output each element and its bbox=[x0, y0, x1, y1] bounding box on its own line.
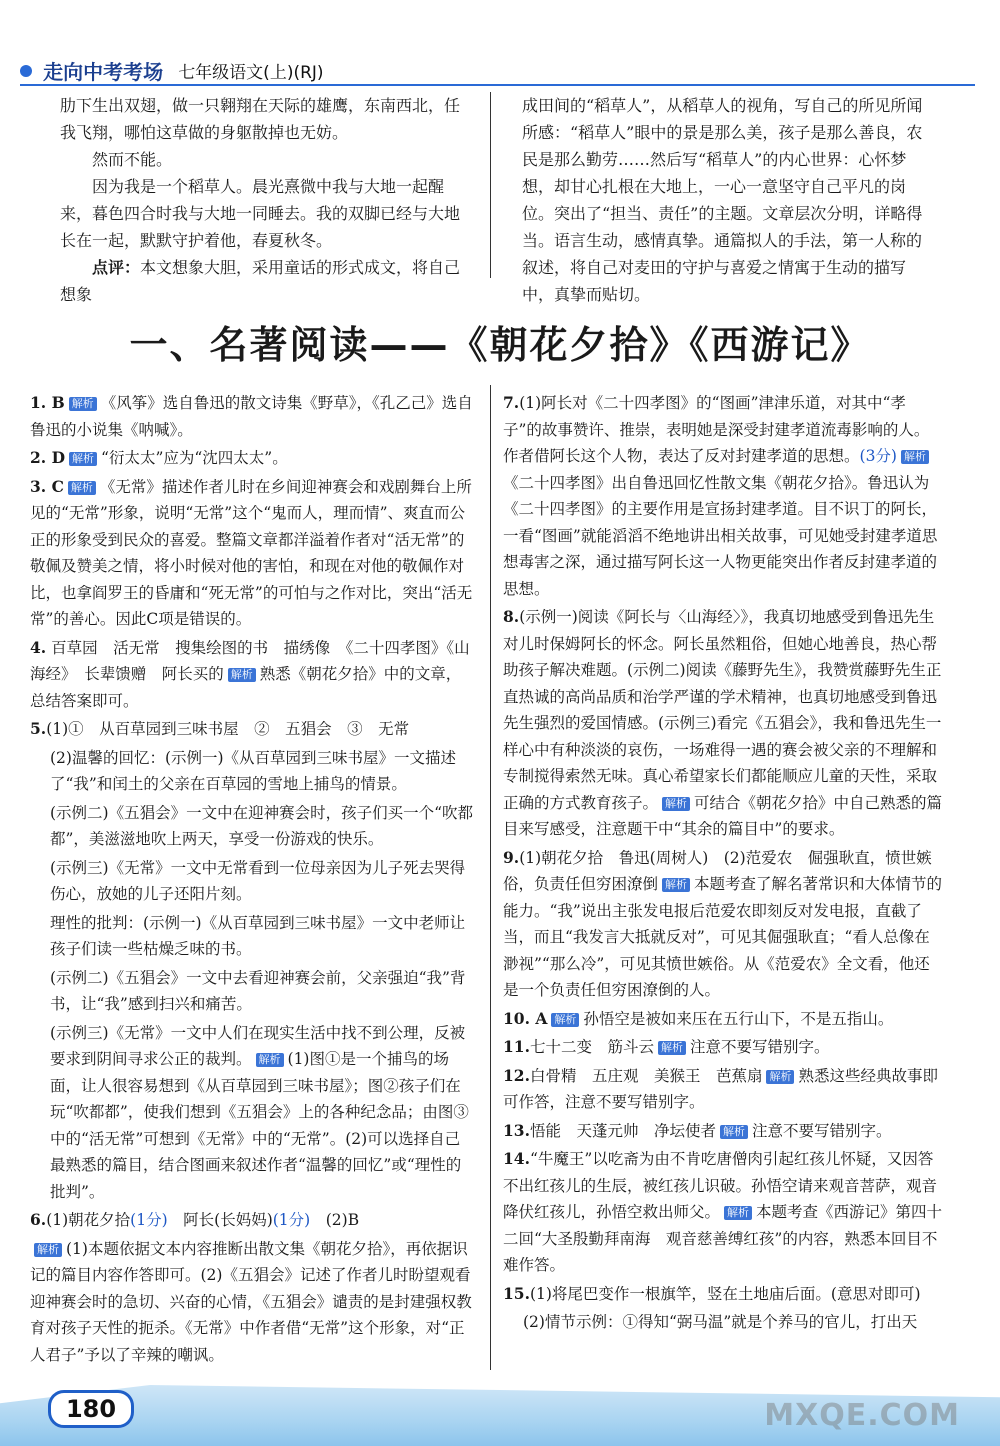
answer-item bbox=[503, 604, 943, 843]
answer-item bbox=[503, 390, 943, 602]
answer-text: “衍太太”应为“沈四太太”。 bbox=[101, 449, 288, 467]
answer-item bbox=[30, 1236, 475, 1369]
answer-text: 阿长(长妈妈) bbox=[183, 1211, 273, 1229]
answer-number: 2. D bbox=[30, 448, 66, 467]
page-number: 180 bbox=[48, 1390, 134, 1428]
series-brand: 走向中考考场 bbox=[43, 60, 164, 84]
answer-text: 白骨精 五庄观 美猴王 芭蕉扇 bbox=[529, 1066, 763, 1085]
analysis-tag: 解析 bbox=[69, 397, 97, 411]
answer-number: 1. B bbox=[30, 393, 65, 412]
answer-text: 《风筝》选自鲁迅的散文诗集《野草》，《孔乙己》选自鲁迅的小说集《呐喊》。 bbox=[30, 394, 473, 439]
answer-text: (示例三)《无常》一文中人们在现实生活中找不到公理，反被要求到阴间寻求公正的裁判。 bbox=[50, 1023, 466, 1068]
essay-paragraph: 因为我是一个稻草人。晨光熹微中我与大地一起醒来，暮色四合时我与大地一同睡去。我的双脚已经与大地长在一起，默默守护着他，春夏秋冬。 bbox=[60, 177, 461, 250]
header-bullet-icon bbox=[20, 65, 32, 77]
comment-label: 点评： bbox=[92, 258, 141, 277]
page-header bbox=[20, 56, 324, 85]
essay-excerpt bbox=[60, 92, 470, 308]
answer-item bbox=[30, 716, 475, 743]
answer-text: (1)将尾巴变作一根旗竿，竖在土地庙后面。(意思对即可) bbox=[529, 1284, 921, 1303]
answer-item bbox=[503, 845, 943, 1004]
analysis-tag: 解析 bbox=[662, 878, 690, 892]
answer-text: (2)温馨的回忆：(示例一)《从百草园到三味书屋》一文描述了“我”和闰土的父亲在百草园的雪地上捕鸟的情景。 bbox=[50, 748, 457, 793]
analysis-text: 熟悉这些经典故事即可作答，注意不要写错别字。 bbox=[503, 1066, 938, 1111]
answer-text: “牛魔王”以吃斋为由不肯吃唐僧肉引起红孩儿怀疑，又因答不出红孩儿的生辰，被红孩儿识破。孙悟空请来观音菩萨，观音降伏红孩儿，孙悟空救出师父。 bbox=[503, 1150, 938, 1221]
answer-number: 11. bbox=[503, 1037, 530, 1056]
answer-item bbox=[30, 635, 475, 715]
analysis-tag: 解析 bbox=[551, 1013, 579, 1027]
analysis-tag: 解析 bbox=[724, 1206, 752, 1220]
answer-item bbox=[503, 1118, 943, 1145]
analysis-tag: 解析 bbox=[256, 1053, 284, 1067]
answer-text: 百草园 活无常 搜集绘图的书 描绣像 《二十四孝图》《山海经》 长辈馈赠 阿长买的 bbox=[30, 638, 470, 683]
answer-item bbox=[30, 1020, 475, 1206]
essay-paragraph: 肋下生出双翅，做一只翱翔在天际的雄鹰，东南西北，任我飞翔，哪怕这草做的身躯散掉也无妨。 bbox=[60, 96, 461, 142]
essay-comment bbox=[60, 254, 470, 308]
analysis-text: (1)本题依据文本内容推断出散文集《朝花夕拾》，再依据识记的篇目内容作答即可。(2)《五猖会》记述了作者儿时盼望观看迎神赛会时的急切、兴奋的心情，《五猖会》谴责的是封建强权教育对孩子天性的扼杀。《无常》中作者借“无常”这个形象，对“正人君子”予以了辛辣的嘲讽。 bbox=[30, 1239, 472, 1364]
answer-number: 5. bbox=[30, 719, 47, 738]
answer-number: 3. C bbox=[30, 476, 64, 496]
answer-number: 14. bbox=[503, 1149, 530, 1168]
answer-text: (1)朝花夕拾 鲁迅(周树人) (2)范爱农 倔强耿直，愤世嫉俗，负责任但穷困潦倒 bbox=[503, 848, 932, 893]
analysis-text: 注意不要写错别字。 bbox=[689, 1038, 830, 1056]
watermark: MXQE.COM bbox=[764, 1398, 960, 1433]
answer-item bbox=[503, 1063, 943, 1116]
analysis-tag: 解析 bbox=[720, 1125, 748, 1139]
answer-item bbox=[30, 474, 475, 633]
answer-text: 七十二变 筋斗云 bbox=[529, 1038, 654, 1056]
analysis-text: 《二十四孝图》出自鲁迅回忆性散文集《朝花夕拾》。鲁迅认为《二十四孝图》的主要作用是宣扬封建孝道。目不识丁的阿长，一看“图画”就能滔滔不绝地讲出相关故事，可见她受封建孝道思想毒害之深，通过描写阿长这一人物更能突出作者反封建孝道的思想。 bbox=[503, 473, 938, 598]
analysis-tag: 解析 bbox=[228, 668, 256, 682]
score-label: (3分) bbox=[859, 447, 897, 465]
answer-item bbox=[30, 390, 475, 443]
answer-item bbox=[30, 445, 475, 472]
analysis-tag: 解析 bbox=[901, 450, 929, 464]
analysis-tag: 解析 bbox=[662, 797, 690, 811]
answer-text: 悟能 天蓬元帅 净坛使者 bbox=[529, 1121, 716, 1140]
answers-right-column bbox=[503, 390, 943, 1338]
answer-item bbox=[503, 1006, 943, 1033]
answer-text: (1)① 从百草园到三味书屋 ② 五猖会 ③ 无常 bbox=[46, 720, 410, 738]
answer-number: 10. A bbox=[503, 1008, 548, 1028]
analysis-tag: 解析 bbox=[766, 1070, 794, 1084]
column-divider bbox=[490, 92, 491, 278]
book-subtitle: 七年级语文(上)(RJ) bbox=[178, 63, 324, 83]
answer-text: (1)朝花夕拾 bbox=[46, 1211, 131, 1229]
score-label: (1分) bbox=[272, 1211, 311, 1229]
answer-number: 7. bbox=[503, 393, 520, 412]
answer-text: 《无常》描述作者儿时在乡间迎神赛会和戏剧舞台上所见的“无常”形象，说明“无常”这个“鬼而人，理而情”、爽直而公正的形象受到民众的喜爱。整篇文章都洋溢着作者对“活无常”的敬佩及赞美之情，将小时候对他的害怕，和现在对他的敬佩作对比，也拿阎罗王的昏庸和“死无常”的可怕与之作对比，突出“活无常”的善心。因此C项是错误的。 bbox=[30, 477, 473, 628]
answer-number: 4. bbox=[30, 637, 47, 657]
answer-text: (示例二)《五猖会》一文中在迎神赛会时，孩子们买一个“吹都都”，美滋滋地吹上两天，享受一份游戏的快乐。 bbox=[50, 803, 474, 848]
header-divider bbox=[20, 84, 975, 86]
analysis-text: 熟悉《朝花夕拾》中的文章，总结答案即可。 bbox=[30, 665, 462, 710]
answer-text: (示例一)阅读《阿长与〈山海经〉》，我真切地感受到鲁迅先生对儿时保姆阿长的怀念。阿长虽然粗俗，但她心地善良，热心帮助孩子解决难题。(示例二)阅读《藤野先生》，我赞赏藤野先生正直热诚的高尚品质和治学严谨的学术精神，也真切地感受到鲁迅先生强烈的爱国情感。(示例三)看完《五猖会》，我和鲁迅先生一样心中有种淡淡的哀伤，一场难得一遇的赛会被父亲的不理解和专制搅得索然无味。真心希望家长们都能顺应儿童的天性，采取正确的方式教育孩子。 bbox=[503, 608, 942, 812]
answer-text: (2)情节示例：①得知“弼马温”就是个养马的官儿，打出天 bbox=[523, 1313, 918, 1331]
answer-number: 6. bbox=[30, 1210, 47, 1229]
answer-text: (示例二)《五猖会》一文中去看迎神赛会前，父亲强迫“我”背书，让“我”感到扫兴和痛苦。 bbox=[50, 968, 466, 1013]
answer-text: 理性的批判：(示例一)《从百草园到三味书屋》一文中老师让孩子们读一些枯燥乏味的书。 bbox=[50, 913, 466, 958]
analysis-tag: 解析 bbox=[658, 1041, 686, 1055]
answer-item bbox=[503, 1146, 943, 1279]
analysis-text: 孙悟空是被如来压在五行山下，不是五指山。 bbox=[583, 1009, 894, 1028]
answer-item bbox=[503, 1281, 943, 1308]
answer-text: (1)阿长对《二十四孝图》的“图画”津津乐道，对其中“孝子”的故事赞许、推崇，表明她是深受封建孝道流毒影响的人。作者借阿长这个人物，表达了反对封建孝道的思想。 bbox=[503, 394, 930, 465]
answer-item bbox=[503, 1034, 943, 1061]
essay-comment-continued bbox=[522, 92, 934, 308]
analysis-text: (1)图①是一个捕鸟的场面，让人很容易想到《从百草园到三味书屋》；图②孩子们在玩“吹都都”，使我们想到《五猖会》上的各种纪念品；由图③中的“活无常”可想到《无常》中的“无常”。(2)可以选择自己最熟悉的篇目，结合图画来叙述作者“温馨的回忆”或“理性的批判”。 bbox=[50, 1050, 469, 1201]
analysis-text: 注意不要写错别字。 bbox=[751, 1121, 892, 1140]
analysis-text: 本题考查了解名著常识和大体情节的能力。“我”说出主张发电报后范爱农即刻反对发电报，直截了当，而且“我发言大抵就反对”，可见其倔强耿直；“看人总像在渺视”“那么冷”，可见其愤世嫉俗。从《范爱农》全文看，他还是一个负责任但穷困潦倒的人。 bbox=[503, 875, 943, 999]
comment-text: 本文想象大胆，采用童话的形式成文，将自己想象 bbox=[60, 258, 461, 304]
column-divider bbox=[490, 385, 491, 1370]
section-title: 一、名著阅读——《朝花夕拾》《西游记》 bbox=[129, 323, 871, 367]
answer-number: 13. bbox=[503, 1120, 530, 1140]
answers-left-column bbox=[30, 390, 475, 1370]
analysis-text: 本题考查《西游记》第四十二回“大圣殷勤拜南海 观音慈善缚红孩”的内容，熟悉本回目不难作答。 bbox=[503, 1203, 943, 1274]
score-label: (1分) bbox=[130, 1211, 168, 1229]
answer-number: 9. bbox=[503, 847, 520, 867]
comment-text: 成田间的“稻草人”，从稻草人的视角，写自己的所见所闻所感：“稻草人”眼中的景是那么美，孩子是那么善良，农民是那么勤劳……然后写“稻草人”的内心世界：心怀梦想，却甘心扎根在大地上，一心一意坚守自己平凡的岗位。突出了“担当、责任”的主题。文章层次分明，详略得当。语言生动，感情真挚。通篇拟人的手法，第一人称的叙述，将自己对麦田的守护与喜爱之情寓于生动的描写中，真挚而贴切。 bbox=[522, 96, 923, 304]
analysis-tag: 解析 bbox=[69, 452, 97, 466]
answer-number: 15. bbox=[503, 1283, 530, 1303]
essay-paragraph: 然而不能。 bbox=[92, 150, 173, 169]
answer-number: 12. bbox=[503, 1065, 530, 1085]
answer-text: (示例三)《无常》一文中无常看到一位母亲因为儿子死去哭得伤心，放她的儿子还阳片刻。 bbox=[50, 858, 466, 903]
analysis-tag: 解析 bbox=[34, 1243, 62, 1257]
answer-item bbox=[30, 1207, 475, 1234]
answer-number: 8. bbox=[503, 607, 520, 626]
analysis-tag: 解析 bbox=[68, 481, 96, 495]
answer-text: (2)B bbox=[325, 1211, 360, 1229]
analysis-text: 可结合《朝花夕拾》中自己熟悉的篇目来写感受，注意题干中“其余的篇目中”的要求。 bbox=[503, 793, 943, 838]
